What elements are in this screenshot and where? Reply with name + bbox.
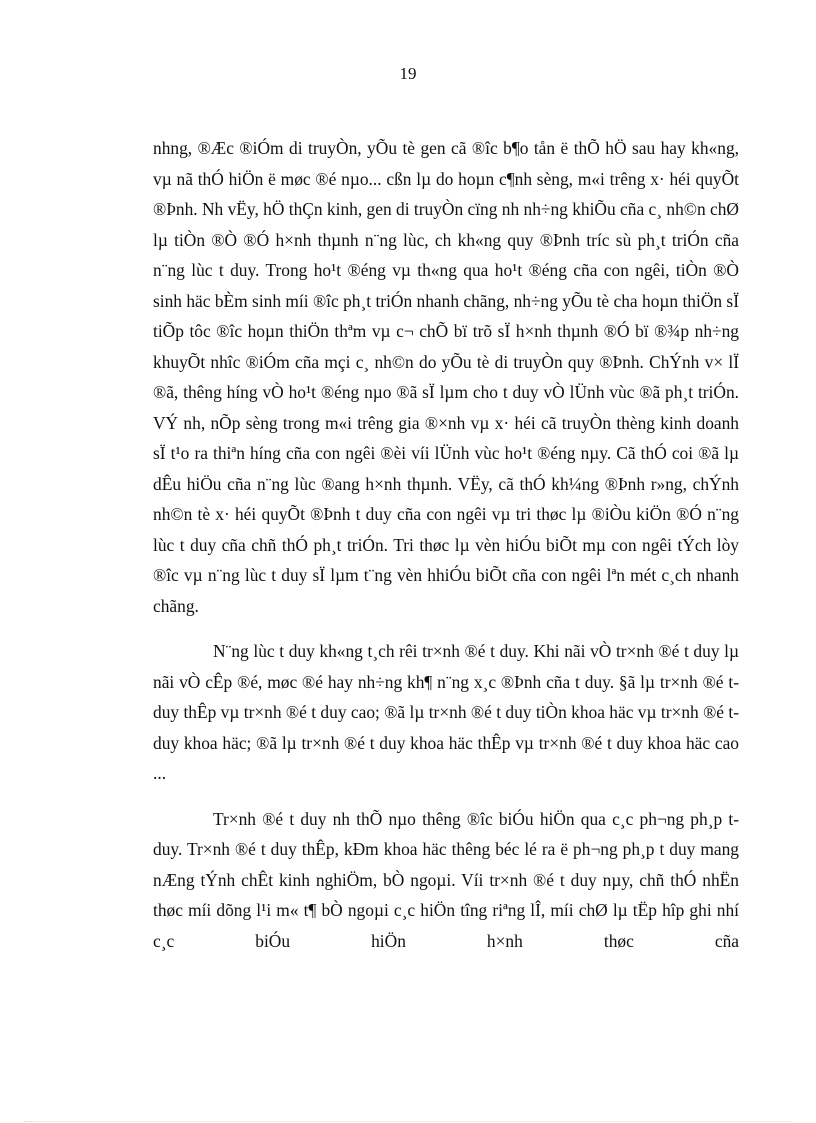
paragraph-2: N¨ng lùc t duy kh«ng t¸ch rêi tr×nh ®é t duy. Khi nãi vÒ tr×nh ®é t duy lµ nãi vÒ cÊp ®é, møc ®é hay nh÷ng kh¶ n¨ng x¸c ®Þnh cña t duy. §ã lµ tr×nh ®é t duy thÊp vµ tr×nh ®é t duy cao; ®ã lµ tr×nh ®é t duy tiÒn khoa häc vµ tr×nh ®é t duy khoa häc; ®ã lµ tr×nh ®é t duy khoa häc thÊp vµ tr×nh ®é t duy khoa häc cao ... bbox=[153, 641, 739, 783]
paragraph-3: Tr×nh ®é t duy nh thÕ nµo thêng ®îc biÓu hiÖn qua c¸c ph¬ng ph¸p t duy. Tr×nh ®é t duy thÊp, kÐm khoa häc thêng béc lé ra ë ph¬ng ph¸p t duy mang nÆng tÝnh chÊt kinh nghiÖm, bÒ ngoµi. Víi tr×nh ®é t duy nµy, chñ thÓ nhËn thøc míi dõng l¹i m« t¶ bÒ ngoµi c¸c hiÖn tîng riªng lÎ, míi chØ lµ tËp hîp ghi nhí c¸c biÓu hiÖn h×nh thøc cña bbox=[153, 808, 739, 951]
page-bottom-edge bbox=[24, 1121, 792, 1122]
body-text bbox=[153, 133, 739, 956]
paragraph-1: nhng, ®Æc ®iÓm di truyÒn, yÕu tè gen cã ®îc b¶o tån ë thÕ hÖ sau hay kh«ng, vµ nã thÓ hiÖn ë møc ®é nµo... cßn lµ do hoµn c¶nh sèng, m«i trêng x· héi quyÕt ®Þnh. Nh vËy, hÖ thÇn kinh, gen di truyÒn cïng nh nh÷ng khiÕu cña c¸ nh©n chØ lµ tiÒn ®Ò ®Ó h×nh thµnh n¨ng lùc, ch kh«ng quy ®Þnh tríc sù ph¸t triÓn cña n¨ng lùc t duy. Trong ho¹t ®éng vµ th«ng qua ho¹t ®éng cña con ngêi, tiÒn ®Ò sinh häc bÈm sinh míi ®îc ph¸t triÓn nhanh chãng, nh÷ng yÕu tè cha hoµn thiÖn sÏ tiÕp tôc ®îc hoµn thiÖn thªm vµ c¬ chÕ bï trõ sÏ h×nh thµnh ®Ó bï ®¾p nh÷ng khuyÕt nhîc ®iÓm cña mçi c¸ nh©n do yÕu tè di truyÒn quy ®Þnh. ChÝnh v× lÏ ®ã, thêng híng vÒ ho¹t ®éng nµo ®ã sÏ lµm cho t duy vÒ lÜnh vùc ®ã ph¸t triÓn. VÝ nh, nÕp sèng trong m«i trêng gia ®×nh vµ x· héi cã truyÒn thèng kinh doanh sÏ t¹o ra thiªn híng cña con ngêi ®èi víi lÜnh vùc ho¹t ®éng nµy. Cã thÓ coi ®ã lµ dÊu hiÖu cña n¨ng lùc ®ang h×nh thµnh. VËy, cã thÓ kh¼ng ®Þnh r»ng, chÝnh nh©n tè x· héi quyÕt ®Þnh t duy cña con ngêi vµ tri thøc lµ ®iÒu kiÖn ®Ó n¨ng lùc t duy cña chñ thÓ ph¸t triÓn. Tri thøc lµ vèn hiÓu biÕt mµ con ngêi tÝch lòy ®îc vµ n¨ng lùc t duy sÏ lµm t¨ng vèn hhiÓu biÕt cña con ngêi lªn mét c¸ch nhanh chãng. bbox=[153, 138, 739, 616]
page-number: 19 bbox=[399, 64, 417, 83]
